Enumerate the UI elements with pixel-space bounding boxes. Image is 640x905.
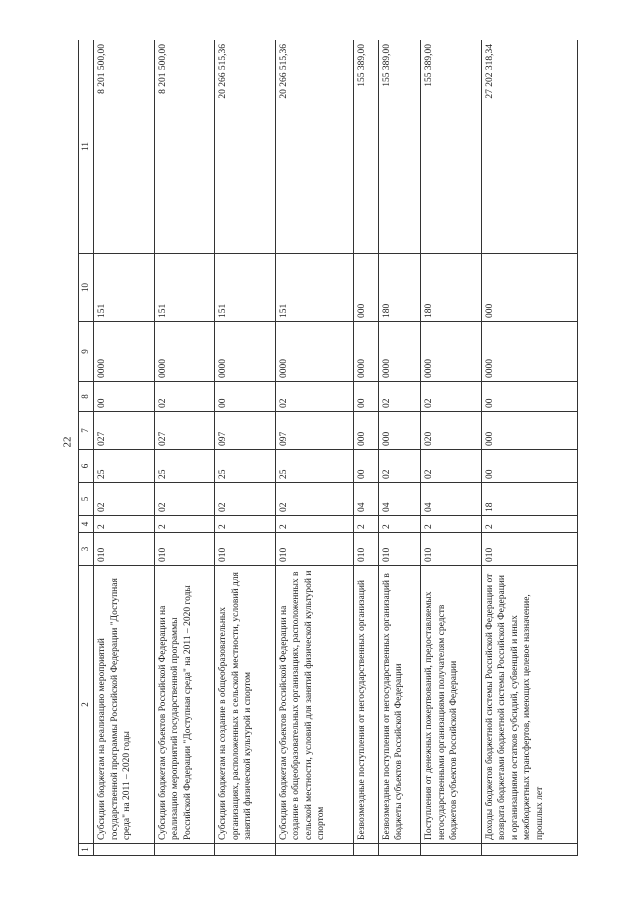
code-cell-10: 180 — [378, 254, 421, 322]
code-cell-9: 0000 — [421, 322, 482, 382]
code-cell-6: 25 — [215, 450, 276, 483]
code-cell-3: 010 — [94, 533, 155, 566]
code-cell-3: 010 — [275, 533, 353, 566]
code-cell-10: 151 — [154, 254, 215, 322]
code-cell-5: 02 — [275, 483, 353, 516]
header-cell-6: 6 — [79, 450, 94, 483]
code-cell-7: 097 — [275, 412, 353, 450]
income-name-cell: Безвозмездные поступления от негосударственных организаций — [353, 566, 378, 844]
row-number-cell — [378, 844, 421, 856]
code-cell-8: 02 — [378, 382, 421, 412]
income-name-cell: Доходы бюджетов бюджетной системы Российской Федерации от возврата бюджетами бюджетной системы Российской Федерации и организациями остатков субсидий, субвенций и иных межбюджетных трансфертов, имеющих целевое назначение, прошлых лет — [481, 566, 577, 844]
header-cell-5: 5 — [79, 483, 94, 516]
code-cell-4: 2 — [215, 516, 276, 533]
income-name-cell: Безвозмездные поступления от негосударственных организаций в бюджеты субъектов Российской Федерации — [378, 566, 421, 844]
header-cell-8: 8 — [79, 382, 94, 412]
rotated-table-wrapper — [78, 40, 578, 856]
amount-cell: 8 201 500,00 — [94, 40, 155, 254]
code-cell-5: 04 — [378, 483, 421, 516]
row-number-cell — [94, 844, 155, 856]
income-name-cell: Субсидии бюджетам субъектов Российской Федерации на реализацию мероприятий государственной программы Российской Федерации "Доступная среда" на 2011 – 2020 годы — [154, 566, 215, 844]
amount-cell: 27 202 318,34 — [481, 40, 577, 254]
code-cell-4: 2 — [481, 516, 577, 533]
amount-cell: 20 266 515,36 — [275, 40, 353, 254]
code-cell-9: 0000 — [154, 322, 215, 382]
code-cell-7: 020 — [421, 412, 482, 450]
code-cell-8: 02 — [154, 382, 215, 412]
code-cell-3: 010 — [481, 533, 577, 566]
code-cell-9: 0000 — [353, 322, 378, 382]
code-cell-5: 04 — [421, 483, 482, 516]
table-sheet — [78, 40, 578, 856]
income-name-cell: Субсидии бюджетам на создание в общеобразовательных организациях, расположенных в сельской местности, условий для занятий физической культурой и спортом — [215, 566, 276, 844]
code-cell-7: 000 — [481, 412, 577, 450]
budget-income-table — [78, 40, 578, 856]
code-cell-8: 00 — [215, 382, 276, 412]
code-cell-6: 25 — [275, 450, 353, 483]
code-cell-9: 0000 — [94, 322, 155, 382]
code-cell-5: 18 — [481, 483, 577, 516]
code-cell-8: 00 — [353, 382, 378, 412]
code-cell-7: 027 — [94, 412, 155, 450]
amount-cell: 155 389,00 — [378, 40, 421, 254]
header-cell-7: 7 — [79, 412, 94, 450]
amount-cell: 20 266 515,36 — [215, 40, 276, 254]
header-cell-2: 2 — [79, 566, 94, 844]
code-cell-10: 151 — [94, 254, 155, 322]
code-cell-7: 027 — [154, 412, 215, 450]
row-number-cell — [421, 844, 482, 856]
header-cell-9: 9 — [79, 322, 94, 382]
code-cell-6: 02 — [378, 450, 421, 483]
code-cell-4: 2 — [275, 516, 353, 533]
code-cell-10: 151 — [275, 254, 353, 322]
code-cell-3: 010 — [353, 533, 378, 566]
code-cell-8: 00 — [94, 382, 155, 412]
code-cell-5: 02 — [94, 483, 155, 516]
income-name-cell: Субсидии бюджетам субъектов Российской Федерации на создание в общеобразовательных организациях, расположенных в сельской местности, условий для занятий физической культурой и спортом — [275, 566, 353, 844]
code-cell-3: 010 — [154, 533, 215, 566]
code-cell-10: 180 — [421, 254, 482, 322]
code-cell-3: 010 — [421, 533, 482, 566]
amount-cell: 8 201 500,00 — [154, 40, 215, 254]
code-cell-10: 000 — [353, 254, 378, 322]
row-number-cell — [275, 844, 353, 856]
code-cell-3: 010 — [378, 533, 421, 566]
code-cell-6: 00 — [481, 450, 577, 483]
amount-cell: 155 389,00 — [353, 40, 378, 254]
code-cell-10: 151 — [215, 254, 276, 322]
code-cell-9: 0000 — [215, 322, 276, 382]
code-cell-6: 02 — [421, 450, 482, 483]
table-row — [378, 40, 421, 856]
code-cell-4: 2 — [353, 516, 378, 533]
table-row — [353, 40, 378, 856]
code-cell-5: 02 — [154, 483, 215, 516]
page-number: 22 — [61, 436, 74, 448]
code-cell-6: 00 — [353, 450, 378, 483]
code-cell-4: 2 — [154, 516, 215, 533]
header-cell-3: 3 — [79, 533, 94, 566]
table-row — [94, 40, 155, 856]
table-row — [275, 40, 353, 856]
income-name-cell: Субсидии бюджетам на реализацию мероприятий государственной программы Российской Федерации "Доступная среда" на 2011 – 2020 годы — [94, 566, 155, 844]
code-cell-8: 02 — [275, 382, 353, 412]
column-number-row — [79, 40, 94, 856]
code-cell-4: 2 — [94, 516, 155, 533]
table-row — [421, 40, 482, 856]
amount-cell: 155 389,00 — [421, 40, 482, 254]
code-cell-8: 02 — [421, 382, 482, 412]
code-cell-7: 000 — [353, 412, 378, 450]
code-cell-8: 00 — [481, 382, 577, 412]
income-name-cell: Поступления от денежных пожертвований, предоставляемых негосударственными организациями получателям средств бюджетов субъектов Российской Федерации — [421, 566, 482, 844]
table-row — [154, 40, 215, 856]
code-cell-9: 0000 — [275, 322, 353, 382]
code-cell-10: 000 — [481, 254, 577, 322]
code-cell-3: 010 — [215, 533, 276, 566]
row-number-cell — [481, 844, 577, 856]
row-number-cell — [353, 844, 378, 856]
row-number-cell — [154, 844, 215, 856]
row-number-cell — [215, 844, 276, 856]
header-cell-4: 4 — [79, 516, 94, 533]
table-row — [481, 40, 577, 856]
code-cell-6: 25 — [94, 450, 155, 483]
code-cell-5: 04 — [353, 483, 378, 516]
table-row — [215, 40, 276, 856]
code-cell-9: 0000 — [378, 322, 421, 382]
header-cell-11: 11 — [79, 40, 94, 254]
code-cell-6: 25 — [154, 450, 215, 483]
header-cell-1: 1 — [79, 844, 94, 856]
code-cell-4: 2 — [378, 516, 421, 533]
header-cell-10: 10 — [79, 254, 94, 322]
code-cell-7: 097 — [215, 412, 276, 450]
code-cell-7: 000 — [378, 412, 421, 450]
code-cell-5: 02 — [215, 483, 276, 516]
code-cell-4: 2 — [421, 516, 482, 533]
code-cell-9: 0000 — [481, 322, 577, 382]
